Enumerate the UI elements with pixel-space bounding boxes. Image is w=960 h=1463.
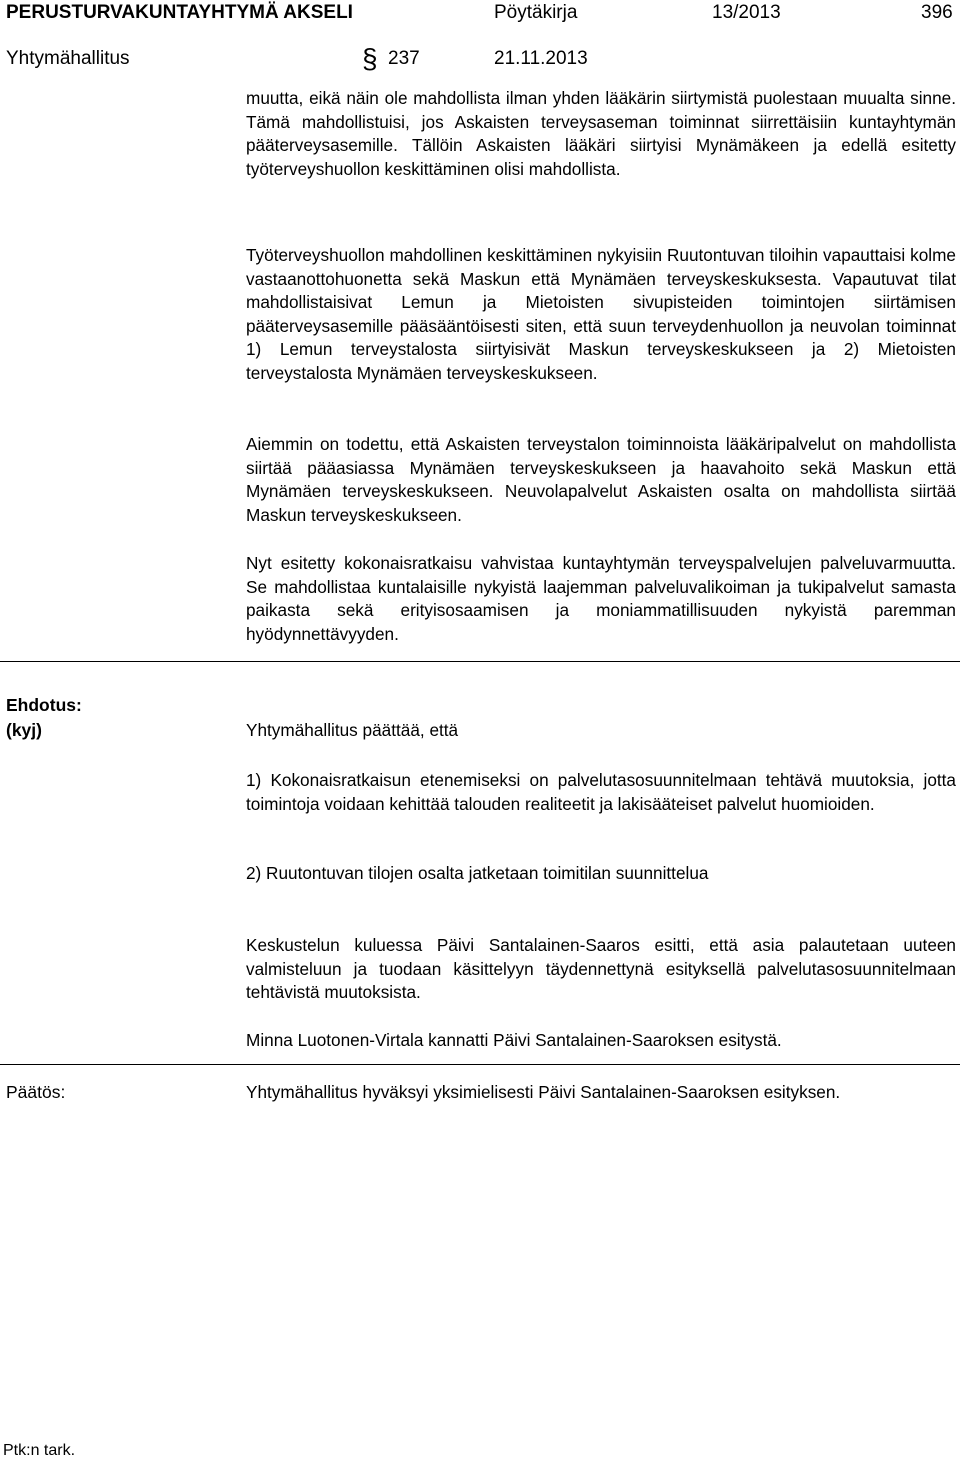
section-divider: [0, 661, 960, 662]
discussion-paragraph: Minna Luotonen-Virtala kannatti Päivi Santalainen-Saaroksen esitystä.: [246, 1030, 782, 1050]
issue-number: 13/2013: [712, 2, 781, 23]
governing-body: Yhtymähallitus: [6, 48, 130, 69]
discussion-paragraph: Keskustelun kuluessa Päivi Santalainen-Saaros esitti, että asia palautetaan uuteen valmisteluun ja tuodaan käsittelyyn täydennettynä esityksellä palvelutasosuunnitelmaan tehtävistä muutoksista.: [246, 935, 956, 1003]
body-paragraph: Nyt esitetty kokonaisratkaisu vahvistaa kuntayhtymän terveyspalvelujen palveluvarmuutta. Se mahdollistaa kuntalaisille nykyistä laajemman palveluvalikoiman ja tukipalvelut samasta paikasta sekä erityisosaamisen ja moniammatillisuuden nykyistä paremman hyödynnettävyyden.: [246, 553, 956, 644]
body-paragraph: Aiemmin on todettu, että Askaisten terveystalon toiminnoista lääkäripalvelut on mahdollista siirtää pääasiassa Mynämäen terveyskeskukseen ja haavahoito sekä Maskun että Mynämäen terveyskeskukseen. Neuvolapalvelut Askaisten osalta on mahdollista siirtää Maskun terveyskeskukseen.: [246, 434, 956, 525]
proposal-author-label: (kyj): [6, 720, 42, 740]
organization-name: PERUSTURVAKUNTAYHTYMÄ AKSELI: [6, 2, 353, 23]
meeting-date: 21.11.2013: [494, 48, 588, 69]
body-paragraph: Työterveyshuollon mahdollinen keskittäminen nykyisiin Ruutontuvan tiloihin vapauttaisi kolme vastaanottohuonetta sekä Maskun että Mynämäen terveyskeskuksesta. Vapautuvat tilat mahdollistaisivat Lemun ja Mietoisten sivupisteiden toimintojen siirtämisen pääterveysasemille pääsääntöisesti siten, että suun terveydenhuollon ja neuvolan toiminnat 1) Lemun terveystalosta siirtyisivät Maskun terveyskeskukseen ja 2) Mietoisten terveystalosta Mynämäen terveyskeskukseen.: [246, 245, 956, 383]
decision-label: Päätös:: [6, 1082, 66, 1102]
proposal-item-1: 1) Kokonaisratkaisun etenemiseksi on palvelutasosuunnitelmaan tehtävä muutoksia, jotta toimintoja voidaan kehittää talouden realiteetit ja lakisääteiset palvelut huomioiden.: [246, 770, 956, 814]
decision-text: Yhtymähallitus hyväksyi yksimielisesti Päivi Santalainen-Saaroksen esityksen.: [246, 1082, 841, 1102]
footer-note: Ptk:n tark.: [3, 1442, 76, 1459]
document-type: Pöytäkirja: [494, 2, 578, 23]
proposal-intro: Yhtymähallitus päättää, että: [246, 720, 459, 740]
section-number: 237: [388, 48, 420, 69]
section-symbol: §: [362, 43, 378, 74]
body-paragraph: muutta, eikä näin ole mahdollista ilman yhden lääkärin siirtymistä puolestaan muualta sinne. Tämä mahdollistuisi, jos Askaisten terveysaseman toiminnat siirrettäisiin kuntayhtymän pääterveysasemille. Tällöin Askaisten lääkäri siirtyisi Mynämäkeen ja edellä esitetty työterveyshuollon keskittäminen olisi mahdollista.: [246, 88, 956, 179]
proposal-label: Ehdotus:: [6, 695, 82, 715]
page-number: 396: [921, 2, 953, 23]
proposal-item-2: 2) Ruutontuvan tilojen osalta jatketaan toimitilan suunnittelua: [246, 863, 709, 883]
section-divider: [0, 1064, 960, 1065]
